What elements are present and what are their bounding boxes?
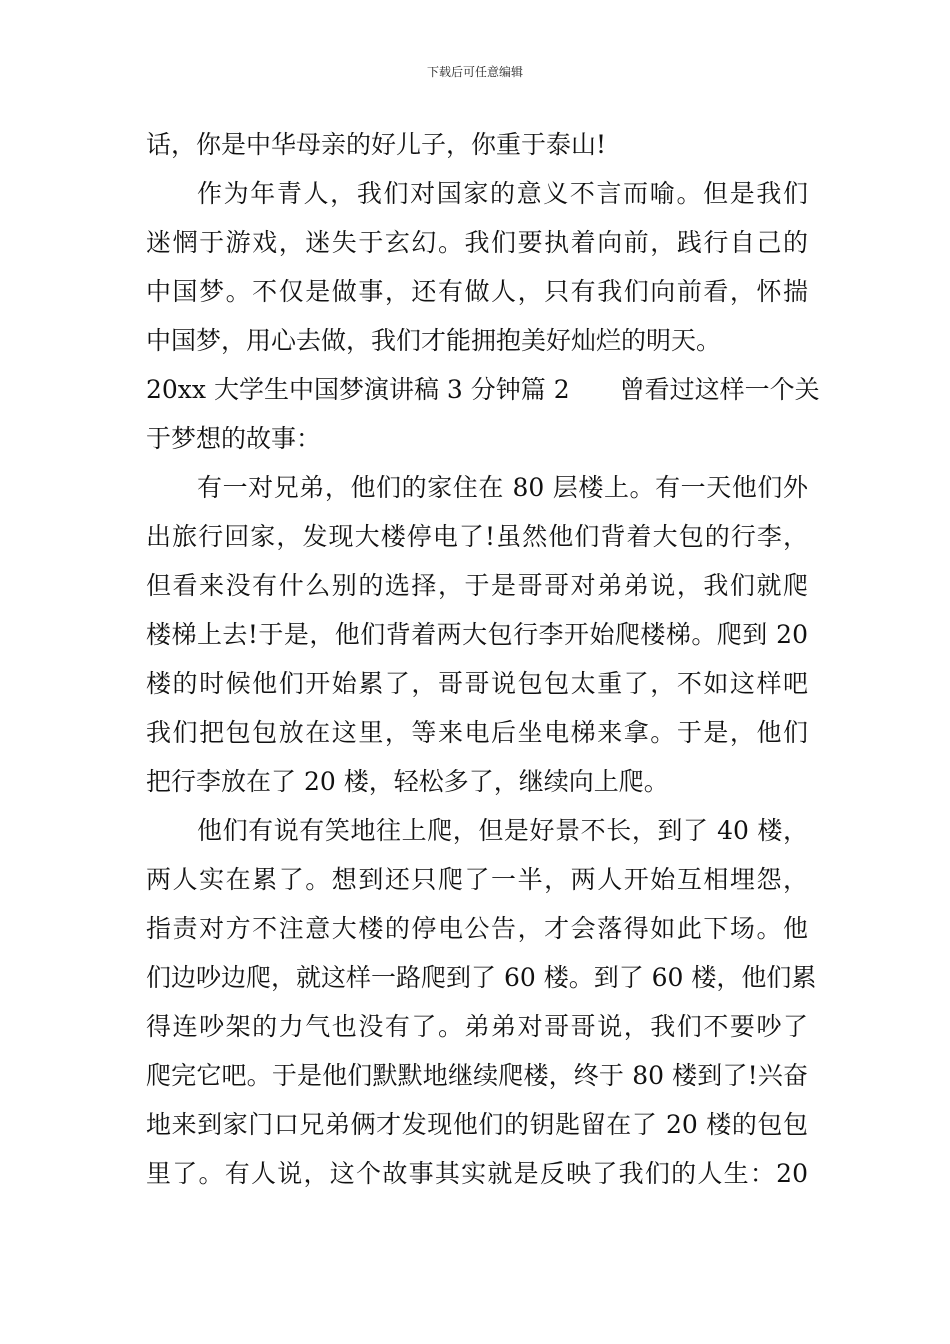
text-line: 话，你是中华母亲的好儿子，你重于泰山! (146, 130, 607, 159)
text-line: 得连吵架的力气也没有了。弟弟对哥哥说，我们不要吵了 (146, 1012, 808, 1041)
text-line: 楼梯上去!于是，他们背着两大包行李开始爬楼梯。爬到 20 (146, 620, 808, 649)
text-line: 地来到家门口兄弟俩才发现他们的钥匙留在了 20 楼的包包 (146, 1110, 808, 1139)
text-line: 把行李放在了 20 楼，轻松多了，继续向上爬。 (146, 767, 669, 796)
text-line: 指责对方不注意大楼的停电公告，才会落得如此下场。他 (146, 914, 808, 943)
text-line: 有一对兄弟，他们的家住在 80 层楼上。有一天他们外 (197, 473, 808, 502)
text-line: 里了。有人说，这个故事其实就是反映了我们的人生：20 (146, 1159, 808, 1188)
document-body (146, 120, 820, 1198)
text-line: 两人实在累了。想到还只爬了一半，两人开始互相埋怨， (146, 865, 808, 894)
text-line: 迷惘于游戏，迷失于玄幻。我们要执着向前，践行自己的 (146, 228, 808, 257)
text-line: 我们把包包放在这里，等来电后坐电梯来拿。于是，他们 (146, 718, 808, 747)
text-line: 中国梦，用心去做，我们才能拥抱美好灿烂的明天。 (146, 326, 722, 355)
text-line: 爬完它吧。于是他们默默地继续爬楼，终于 80 楼到了!兴奋 (146, 1061, 808, 1090)
text-line: 楼的时候他们开始累了，哥哥说包包太重了，不如这样吧 (146, 669, 808, 698)
text-line: 们边吵边爬，就这样一路爬到了 60 楼。到了 60 楼，他们累 (146, 963, 817, 992)
text-line: 他们有说有笑地往上爬，但是好景不长，到了 40 楼， (197, 816, 808, 845)
text-line: 但看来没有什么别的选择，于是哥哥对弟弟说，我们就爬 (146, 571, 808, 600)
page-header: 下载后可任意编辑 (426, 65, 523, 79)
text-line: 于梦想的故事： (146, 424, 322, 453)
text-line: 作为年青人，我们对国家的意义不言而喻。但是我们 (197, 179, 808, 208)
text-line: 中国梦。不仅是做事，还有做人，只有我们向前看，怀揣 (146, 277, 808, 306)
section-heading-line: 20xx 大学生中国梦演讲稿 3 分钟篇 2 曾看过这样一个关 (146, 375, 820, 404)
text-line: 出旅行回家，发现大楼停电了!虽然他们背着大包的行李， (146, 522, 808, 551)
